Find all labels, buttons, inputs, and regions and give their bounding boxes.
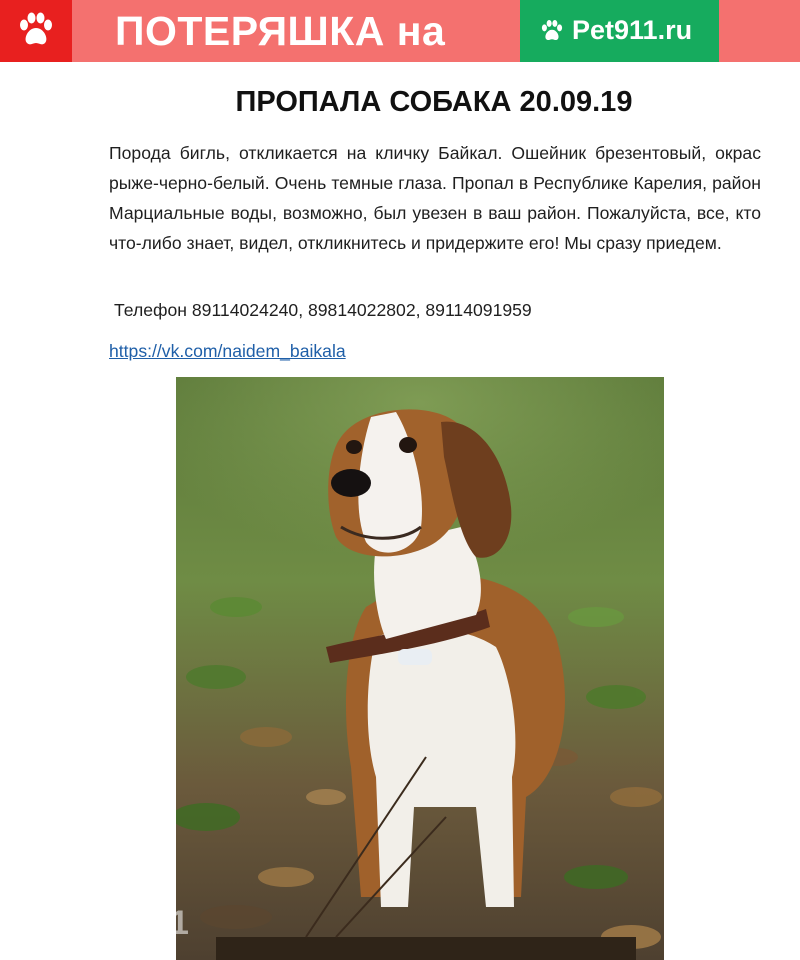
header-banner xyxy=(0,0,800,62)
banner-title: ПОТЕРЯШКА на xyxy=(115,8,446,54)
notice-description: Порода бигль, откликается на кличку Байкал. Ошейник брезентовый, окрас рыже-черно-белый. Очень темные глаза. Пропал в Республике Карелия, район Марциальные воды, возможно, был увезен в ваш район. Пожалуйста, все, кто что-либо знает, видел, откликнитесь и придержите его! Мы сразу приедем. xyxy=(109,143,761,253)
pet911-watermark xyxy=(18,902,190,946)
paw-icon xyxy=(16,11,56,51)
contact-phones: Телефон 89114024240, 89814022802, 89114091959 xyxy=(114,300,532,320)
notice-heading: ПРОПАЛА СОБАКА 20.09.19 xyxy=(235,86,633,118)
site-paw-icon xyxy=(539,19,565,43)
site-name: Pet911.ru xyxy=(572,15,693,45)
beagle-dog-photo xyxy=(176,377,664,960)
watermark-text: pet911 xyxy=(78,904,190,942)
watermark-logo-icon xyxy=(18,902,62,946)
vk-link[interactable]: https://vk.com/naidem_baikala xyxy=(109,341,346,361)
site-badge[interactable] xyxy=(520,0,719,62)
paw-logo-box xyxy=(0,0,72,62)
